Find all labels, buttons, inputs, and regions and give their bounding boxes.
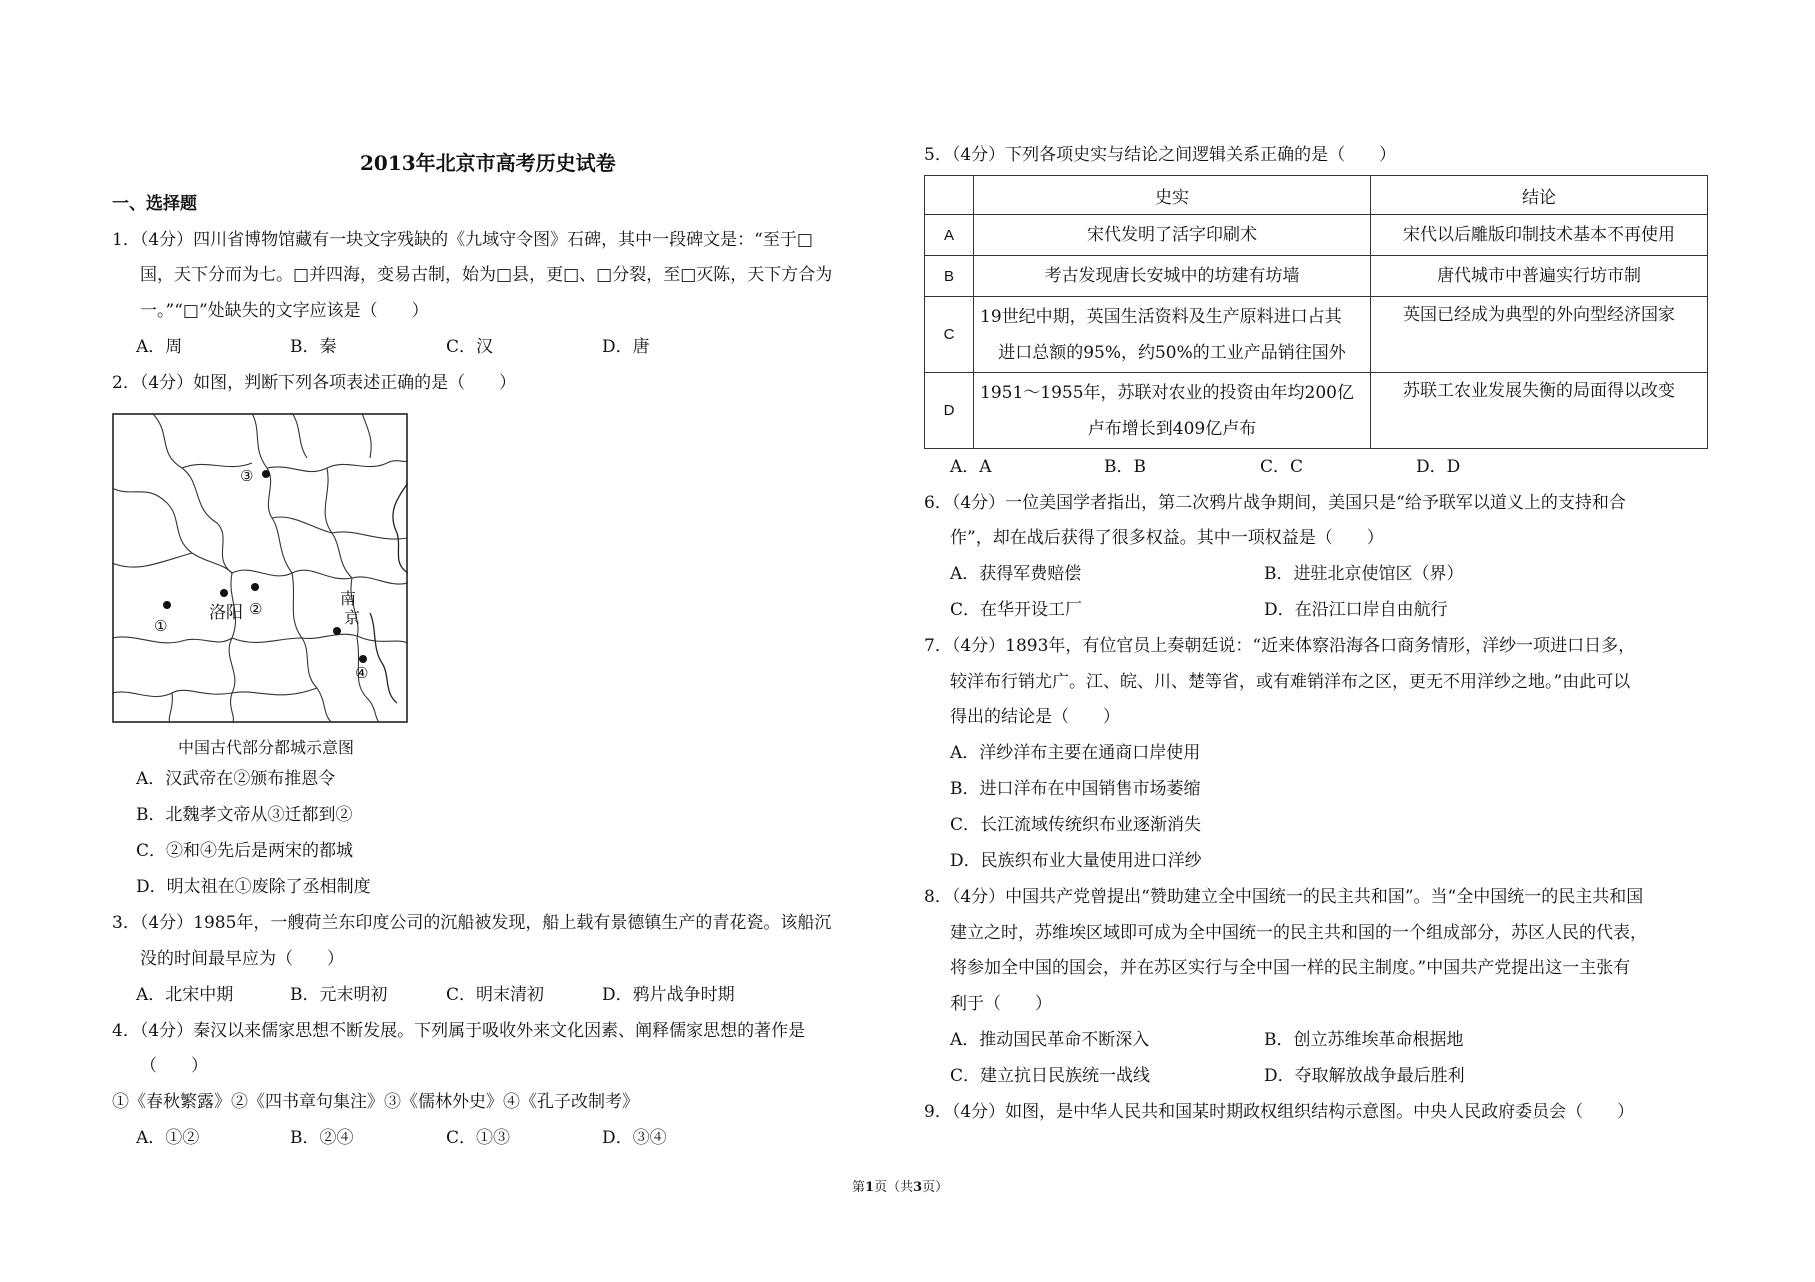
option-a[interactable]: A．周: [136, 337, 183, 357]
question-text: 4．（4分）秦汉以来儒家思想不断发展。下列属于吸收外来文化因素、阐释儒家思想的著作是: [112, 1021, 806, 1041]
option-c[interactable]: C．明末清初: [446, 985, 545, 1005]
option-b[interactable]: B．北魏孝文帝从③迁都到②: [136, 805, 353, 825]
option-a[interactable]: A．北宋中期: [136, 985, 234, 1005]
page-title: 2013年北京市高考历史试卷: [360, 151, 616, 175]
marker-2-label: ②: [249, 600, 263, 618]
row-fact-line: 19世纪中期，英国生活资料及生产原料进口占其: [980, 306, 1342, 327]
question-text: 较洋布行销尤广。江、皖、川、楚等省，或有难销洋布之区，更无不用洋纱之地。”由此可以: [950, 672, 1631, 692]
row-conclusion: 宋代以后雕版印制技术基本不再使用: [1371, 215, 1708, 256]
option-d[interactable]: D．鸦片战争时期: [602, 985, 735, 1005]
table-header-row: [925, 176, 1708, 215]
row-fact-line: 进口总额的95%，约50%的工业产品销往国外: [998, 342, 1346, 363]
option-a[interactable]: A．获得军费赔偿: [950, 564, 1082, 584]
option-c[interactable]: C．②和④先后是两宋的都城: [136, 841, 354, 861]
option-d[interactable]: D．③④: [602, 1128, 667, 1148]
nanjing-label-2: 京: [344, 608, 361, 627]
section-heading: 一、选择题: [112, 194, 197, 214]
luoyang-label: 洛阳: [209, 603, 243, 623]
footer-middle: 页（共: [874, 1180, 914, 1195]
question-text: ①《春秋繁露》②《四书章句集注》③《儒林外史》④《孔子改制考》: [112, 1092, 639, 1112]
question-text: 没的时间最早应为（ ）: [140, 949, 344, 969]
row-fact: [974, 256, 1371, 297]
row-key: A: [925, 215, 974, 256]
row-fact-line: 1951～1955年，苏联对农业的投资由年均200亿: [980, 382, 1354, 403]
question-text: 国，天下分而为七。□并四海，变易古制，始为□县，更□、□分裂，至□灭陈，天下方合为: [140, 265, 833, 285]
row-fact-line: 宋代发明了活字印刷术: [1087, 225, 1257, 245]
option-c[interactable]: C．C: [1260, 457, 1304, 477]
option-c[interactable]: C．汉: [446, 337, 494, 357]
footer-page-number: 1: [865, 1180, 875, 1195]
nanjing-label-1: 南: [340, 589, 357, 608]
question-text: 作”，却在战后获得了很多权益。其中一项权益是（ ）: [950, 528, 1384, 548]
question-text: 3．（4分）1985年，一艘荷兰东印度公司的沉船被发现，船上载有景德镇生产的青花瓷。该船沉: [112, 913, 832, 933]
question-text: 得出的结论是（ ）: [950, 707, 1120, 727]
option-b[interactable]: B．进驻北京使馆区（界）: [1264, 564, 1464, 584]
option-d[interactable]: D．在沿江口岸自由航行: [1264, 600, 1448, 620]
footer-suffix: 页）: [922, 1180, 949, 1195]
option-d[interactable]: D．民族织布业大量使用进口洋纱: [950, 851, 1202, 871]
row-key: D: [925, 373, 974, 449]
capital-dot-4: [359, 655, 367, 663]
question-text: 将参加全中国的国会，并在苏区实行与全中国一样的民主制度。”中国共产党提出这一主张有: [950, 958, 1631, 978]
capitals-map: [112, 413, 408, 723]
question-text: 2．（4分）如图，判断下列各项表述正确的是（ ）: [112, 373, 517, 393]
nanjing-dot: [333, 627, 341, 635]
option-a[interactable]: A．推动国民革命不断深入: [950, 1030, 1150, 1050]
option-b[interactable]: B．B: [1104, 457, 1146, 477]
row-conclusion: 唐代城市中普遍实行坊市制: [1371, 256, 1708, 297]
marker-3-label: ③: [240, 467, 254, 485]
option-d[interactable]: D．唐: [602, 337, 650, 357]
table-row: [925, 297, 1708, 373]
luoyang-dot: [220, 589, 228, 597]
row-fact: [974, 297, 1371, 373]
capital-dot-2: [251, 583, 259, 591]
table-row: [925, 215, 1708, 256]
question-text: 一。”“□”处缺失的文字应该是（ ）: [140, 301, 429, 321]
option-d[interactable]: D．明太祖在①废除了丞相制度: [136, 877, 371, 897]
row-fact: [974, 373, 1371, 449]
capital-dot-3: [262, 470, 270, 478]
option-c[interactable]: C．①③: [446, 1128, 511, 1148]
question-text: 1．（4分）四川省博物馆藏有一块文字残缺的《九域守令图》石碑，其中一段碑文是：“至于□: [112, 230, 813, 250]
table-row: [925, 256, 1708, 297]
question-text: 7．（4分）1893年，有位官员上奏朝廷说：“近来体察沿海各口商务情形，洋纱一项进口日多，: [924, 636, 1636, 656]
option-b[interactable]: B．元末明初: [290, 985, 388, 1005]
table-row: [925, 373, 1708, 449]
table-header-key: [925, 176, 974, 215]
table-header-conclusion: 结论: [1371, 176, 1708, 215]
option-b[interactable]: B．创立苏维埃革命根据地: [1264, 1030, 1464, 1050]
question-text: 9．（4分）如图，是中华人民共和国某时期政权组织结构示意图。中央人民政府委员会（ ）: [924, 1102, 1635, 1122]
row-key: C: [925, 297, 974, 373]
option-c[interactable]: C．在华开设工厂: [950, 600, 1083, 620]
option-a[interactable]: A．A: [950, 457, 992, 477]
footer-total-pages: 3: [913, 1180, 923, 1195]
option-a[interactable]: A．①②: [136, 1128, 200, 1148]
row-conclusion: 苏联工农业发展失衡的局面得以改变: [1371, 373, 1708, 449]
option-b[interactable]: B．进口洋布在中国销售市场萎缩: [950, 779, 1201, 799]
question-text: 8．（4分）中国共产党曾提出“赞助建立全中国统一的民主共和国”。当“全中国统一的民主共和国: [924, 887, 1644, 907]
row-key: B: [925, 256, 974, 297]
row-conclusion: 英国已经成为典型的外向型经济国家: [1371, 297, 1708, 373]
question-text: 6．（4分）一位美国学者指出，第二次鸦片战争期间，美国只是“给予联军以道义上的支持和合: [924, 493, 1626, 513]
question-text: 5．（4分）下列各项史实与结论之间逻辑关系正确的是（ ）: [924, 145, 1397, 165]
option-d[interactable]: D．夺取解放战争最后胜利: [1264, 1066, 1465, 1086]
footer-prefix: 第: [852, 1180, 866, 1195]
option-c[interactable]: C．长江流域传统织布业逐渐消失: [950, 815, 1202, 835]
row-fact: [974, 215, 1371, 256]
question-text: 建立之时，苏维埃区域即可成为全中国统一的民主共和国的一个组成部分，苏区人民的代表，: [950, 923, 1647, 943]
page-footer: [852, 1176, 948, 1195]
row-fact-line: 考古发现唐长安城中的坊建有坊墙: [1044, 266, 1300, 286]
marker-4-label: ④: [355, 664, 369, 682]
option-d[interactable]: D．D: [1416, 457, 1461, 477]
option-b[interactable]: B．秦: [290, 337, 337, 357]
row-fact-line: 卢布增长到409亿卢布: [1087, 418, 1257, 439]
question-text: （ ）: [140, 1056, 208, 1076]
map-caption: 中国古代部分都城示意图: [178, 738, 355, 757]
option-a[interactable]: A．汉武帝在②颁布推恩令: [136, 769, 336, 789]
marker-1-label: ①: [154, 617, 168, 635]
option-b[interactable]: B．②④: [290, 1128, 354, 1148]
question-text: 利于（ ）: [950, 994, 1052, 1014]
capital-dot-1: [163, 601, 171, 609]
map-image: [112, 413, 408, 723]
option-c[interactable]: C．建立抗日民族统一战线: [950, 1066, 1151, 1086]
option-a[interactable]: A．洋纱洋布主要在通商口岸使用: [950, 743, 1201, 763]
table-header-fact: 史实: [974, 176, 1371, 215]
fact-conclusion-table: [924, 175, 1708, 449]
